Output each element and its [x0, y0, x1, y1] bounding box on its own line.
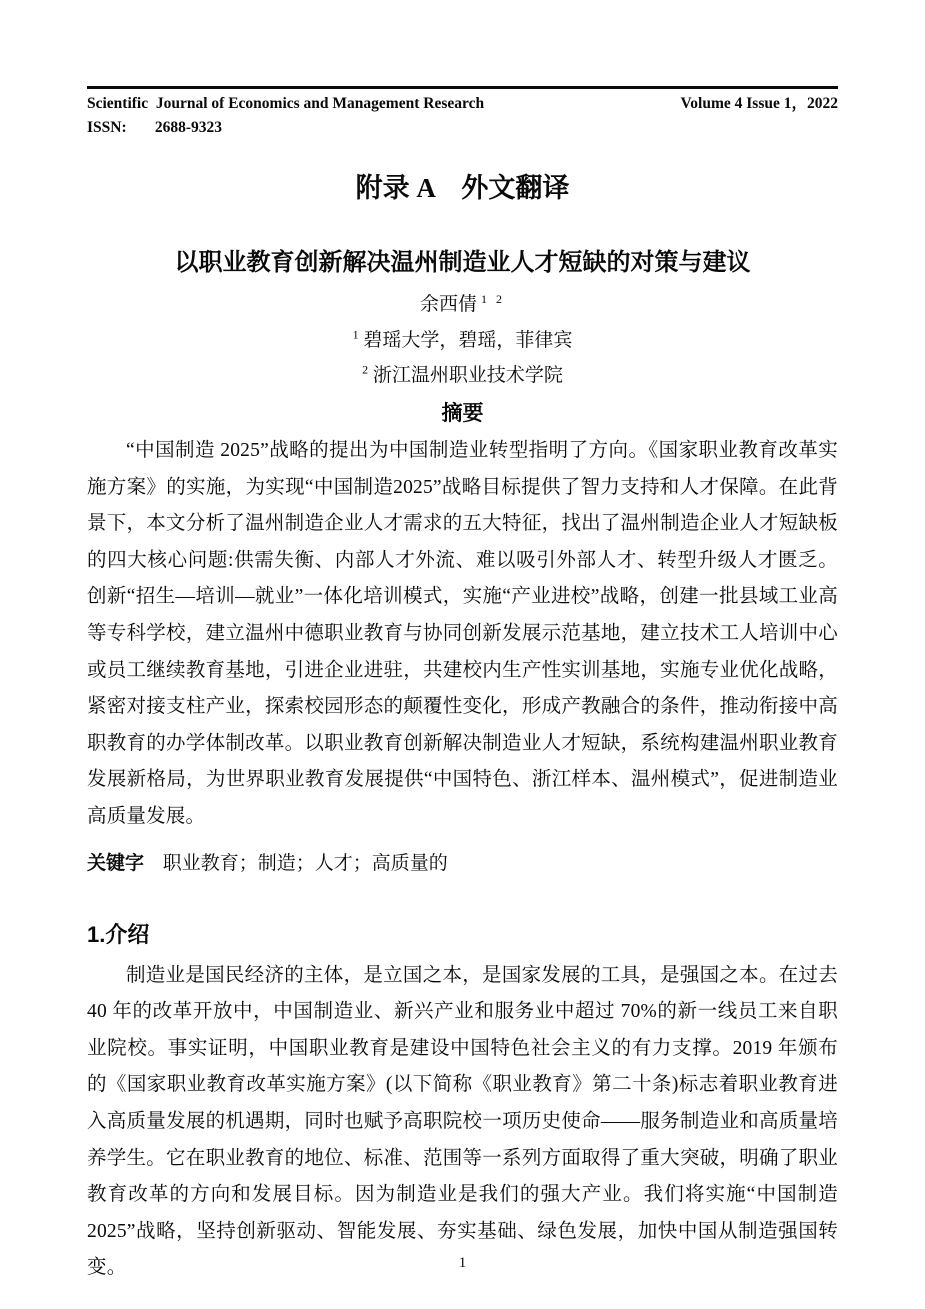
- issn-label: ISSN:: [87, 119, 127, 136]
- appendix-title: 附录 A 外文翻译: [355, 173, 570, 203]
- author-superscripts: 1 2: [481, 291, 505, 306]
- journal-header-row: [87, 94, 838, 114]
- paper-title: 以职业教育创新解决温州制造业人才短缺的对策与建议: [174, 249, 751, 276]
- issn-row: [87, 118, 838, 138]
- journal-name: Scientific Journal of Economics and Management Research: [87, 95, 485, 112]
- author-name: 余西倩: [419, 294, 477, 315]
- keywords-line: [87, 850, 838, 878]
- page-number: 1: [458, 1255, 467, 1271]
- affiliations: [87, 323, 838, 393]
- journal-header: [87, 86, 838, 138]
- affiliation-superscript: 1: [352, 327, 359, 342]
- affiliation-line: [87, 358, 838, 393]
- keywords-text: 职业教育；制造；人才；高质量的: [162, 852, 448, 874]
- section-heading-introduction: 1.介绍: [87, 921, 150, 947]
- affiliation-text: 浙江温州职业技术学院: [372, 365, 563, 386]
- issn-value: 2688-9323: [154, 119, 223, 136]
- abstract-heading: 摘要: [441, 402, 484, 425]
- abstract-text: “中国制造 2025”战略的提出为中国制造业转型指明了方向。《国家职业教育改革实施方案》的实施，为实现“中国制造2025”战略目标提供了智力支持和人才保障。在此背景下，本文分析了温州制造企业人才需求的五大特征，找出了温州制造企业人才短缺板的四大核心问题:供需失衡、内部人才外流、难以吸引外部人才、转型升级人才匮乏。创新“招生—培训—就业”一体化培训模式，实施“产业进校”战略，创建一批县域工业高等专科学校，建立温州中德职业教育与协同创新发展示范基地，建立技术工人培训中心或员工继续教育基地，引进企业进驻，共建校内生产性实训基地，实施专业优化战略，紧密对接支柱产业，探索校园形态的颠覆性变化，形成产教融合的条件，推动衔接中高职教育的办学体制改革。以职业教育创新解决制造业人才短缺，系统构建温州职业教育发展新格局，为世界职业教育发展提供“中国特色、浙江样本、温州模式”，促进制造业高质量发展。: [87, 440, 838, 827]
- volume-issue: Volume 4 Issue 1，2022: [680, 95, 838, 112]
- introduction-text: 制造业是国民经济的主体，是立国之本，是国家发展的工具，是强国之本。在过去 40 年的改革开放中，中国制造业、新兴产业和服务业中超过 70%的新一线员工来自职业院校。事实证明，中国职业教育是建设中国特色社会主义的有力支撑。2019 年颁布的《国家职业教育改革实施方案》(以下简称《职业教育》第二十条)标志着职业教育进入高质量发展的机遇期，同时也赋予高职院校一项历史使命——服务制造业和高质量培养学生。它在职业教育的地位、标准、范围等一系列方面取得了重大突破，明确了职业教育改革的方向和发展目标。因为制造业是我们的强大产业。我们将实施“中国制造 2025”战略，坚持创新驱动、智能发展、夯实基础、绿色发展，加快中国从制造强国转变。: [87, 964, 838, 1279]
- author-line: [87, 291, 838, 319]
- affiliation-superscript: 2: [362, 362, 369, 377]
- affiliation-text: 碧瑶大学，碧瑶，菲律宾: [363, 330, 573, 351]
- affiliation-line: [87, 323, 838, 358]
- keywords-label: 关键字: [87, 852, 145, 874]
